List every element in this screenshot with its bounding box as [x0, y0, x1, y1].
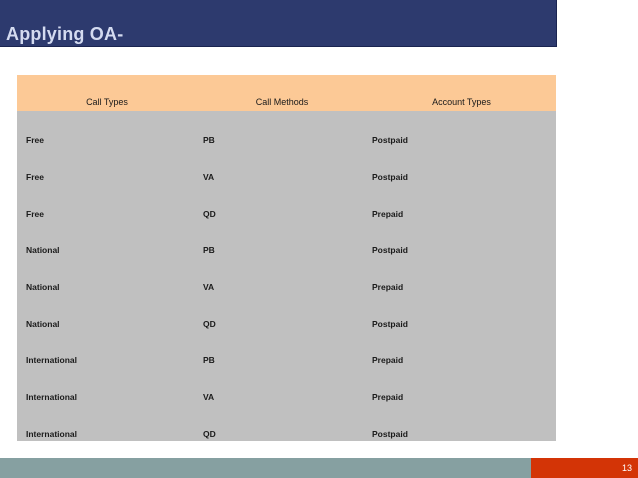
- cell-account-type: Prepaid: [372, 392, 404, 402]
- table-row: [17, 223, 556, 259]
- page-number: 13: [621, 463, 632, 473]
- cell-call-method: PB: [203, 135, 215, 145]
- page-number-box: [531, 458, 638, 478]
- cell-call-type: National: [26, 282, 60, 292]
- cell-call-method: QD: [203, 319, 216, 329]
- table-row: [17, 187, 556, 223]
- table-row: [17, 150, 556, 186]
- cell-account-type: Postpaid: [372, 245, 408, 255]
- table-row: [17, 297, 556, 333]
- header-account-types: Account Types: [432, 97, 491, 107]
- cell-call-method: VA: [203, 172, 215, 182]
- cell-account-type: Postpaid: [372, 172, 408, 182]
- cell-account-type: Prepaid: [372, 282, 404, 292]
- table-row: [17, 370, 556, 406]
- cell-account-type: Postpaid: [372, 429, 408, 439]
- table-header-row: [17, 75, 556, 111]
- table-row: [17, 260, 556, 296]
- slide-title: Applying OA-: [6, 24, 124, 44]
- cell-account-type: Postpaid: [372, 319, 408, 329]
- table-row: [17, 407, 556, 443]
- table-row: [17, 333, 556, 369]
- cell-call-type: National: [26, 245, 60, 255]
- data-table: [17, 75, 556, 441]
- cell-account-type: Prepaid: [372, 209, 404, 219]
- footer-bar: [0, 458, 531, 478]
- cell-call-method: VA: [203, 392, 215, 402]
- cell-call-type: International: [26, 355, 78, 365]
- cell-account-type: Postpaid: [372, 135, 408, 145]
- cell-call-type: Free: [26, 172, 44, 182]
- cell-call-type: International: [26, 392, 78, 402]
- cell-call-method: QD: [203, 209, 216, 219]
- cell-call-type: National: [26, 319, 60, 329]
- header-call-methods: Call Methods: [255, 97, 309, 107]
- cell-call-type: Free: [26, 209, 44, 219]
- cell-call-type: International: [26, 429, 78, 439]
- cell-call-method: VA: [203, 282, 215, 292]
- cell-call-method: QD: [203, 429, 216, 439]
- cell-account-type: Prepaid: [372, 355, 404, 365]
- cell-call-type: Free: [26, 135, 44, 145]
- title-bar: [0, 0, 557, 47]
- cell-call-method: PB: [203, 355, 215, 365]
- table-row: [17, 113, 556, 149]
- cell-call-method: PB: [203, 245, 215, 255]
- header-call-types: Call Types: [86, 97, 128, 107]
